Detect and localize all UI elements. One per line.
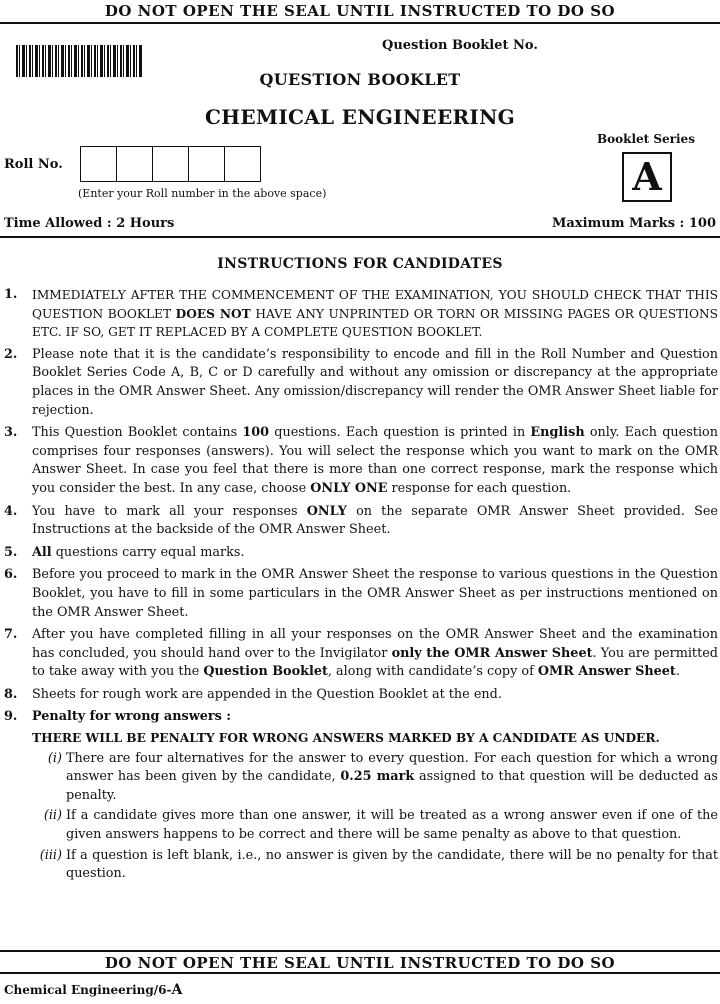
penalty-rule [32,807,718,844]
roll-number-hint: (Enter your Roll number in the above space) [78,187,327,200]
item-text: You have to mark all your responses ONLY on the separate OMR Answer Sheet provided. See Instructions at the backside of the OMR Answer Sheet. [32,503,718,538]
instruction-item [4,626,718,682]
roll-digit-box[interactable] [224,146,261,182]
item-number: 2. [4,346,18,362]
instruction-item [4,566,718,622]
maximum-marks: Maximum Marks : 100 [552,216,716,231]
instruction-item [4,686,718,705]
penalty-section [32,708,718,883]
item-number: 8. [4,686,18,702]
roll-digit-box[interactable] [116,146,153,182]
instruction-item [4,544,718,563]
item-number: 1. [4,287,18,302]
item-text: IMMEDIATELY AFTER THE COMMENCEMENT OF THE EXAMINATION, YOU SHOULD CHECK THAT THIS QUESTION BOOKLET DOES NOT HAVE ANY UNPRINTED OR TORN OR MISSING PAGES OR QUESTIONS ETC. IF SO, GET IT REPLACED BY A COMPLETE QUESTION BOOKLET. [32,288,718,340]
time-allowed: Time Allowed : 2 Hours [4,216,175,231]
subject-title: CHEMICAL ENGINEERING [204,105,516,129]
booklet-series-label: Booklet Series [597,132,695,146]
item-number: 9. [4,709,18,725]
item-number: 4. [4,503,18,519]
rule-text: If a question is left blank, i.e., no answer is given by the candidate, there will be no penalty for that question. [66,847,718,882]
item-text: Before you proceed to mark in the OMR Answer Sheet the response to various questions in the Question Booklet, you have to fill in some particulars in the OMR Answer Sheet as per instructions mentioned on the OMR Answer Sheet. [32,567,718,620]
item-text: Please note that it is the candidate’s responsibility to encode and fill in the Roll Number and Question Booklet Series Code A, B, C or D carefully and without any omission or discrepancy at the appropriate places in the OMR Answer Sheet. Any omission/discrepancy will render the OMR Answer Sheet liable for rejection. [32,346,718,418]
rule-numeral: (i) [47,750,62,766]
item-text: After you have completed filling in all your responses on the OMR Answer Sheet and the examination has concluded, you should hand over to the Invigilator only the OMR Answer Sheet. You are permitted to take away with you the Question Booklet, along with candidate’s copy of OMR Answer Sheet. [32,627,718,680]
roll-digit-box[interactable] [152,146,189,182]
instruction-item [4,708,718,883]
top-seal-banner: DO NOT OPEN THE SEAL UNTIL INSTRUCTED TO DO SO [0,0,720,24]
roll-digit-box[interactable] [80,146,117,182]
penalty-rule [32,847,718,884]
rule-text: If a candidate gives more than one answer, it will be treated as a wrong answer even if one of the given answers happens to be correct and there will be same penalty as above to that question. [66,808,718,843]
rule-numeral: (iii) [39,847,62,863]
rule-numeral: (ii) [43,808,62,824]
booklet-number-label: Question Booklet No. [382,38,538,53]
item-number: 3. [4,425,18,441]
instruction-item [4,346,718,420]
footer-series: A [171,982,183,998]
item-text: All questions carry equal marks. [32,544,245,560]
penalty-subheading: THERE WILL BE PENALTY FOR WRONG ANSWERS MARKED BY A CANDIDATE AS UNDER. [32,731,660,746]
footer-subject: Chemical Engineering/6- [4,983,172,997]
roll-digit-box[interactable] [188,146,225,182]
instructions-heading: INSTRUCTIONS FOR CANDIDATES [217,256,503,272]
instruction-item [4,424,718,498]
item-text: Sheets for rough work are appended in the Question Booklet at the end. [32,686,502,702]
roll-number-label: Roll No. [4,157,63,172]
booklet-series-box: A [622,152,672,202]
rule-text: There are four alternatives for the answer to every question. For each question for which a wrong answer has been given by the candidate, 0.25 mark assigned to that question will be deducted as penalty. [66,750,718,803]
page-footer [4,982,182,998]
item-number: 5. [4,544,18,560]
divider [0,236,720,238]
bottom-seal-banner: DO NOT OPEN THE SEAL UNTIL INSTRUCTED TO DO SO [0,950,720,974]
instruction-item [4,286,718,342]
penalty-rule [32,750,718,806]
instruction-item [4,503,718,540]
instructions-list [4,286,718,888]
item-number: 6. [4,567,18,583]
roll-number-boxes[interactable] [80,146,260,182]
item-text: This Question Booklet contains 100 questions. Each question is printed in English only. Each question comprises four responses (answers). You will select the response which you want to mark on the OMR Answer Sheet. In case you feel that there is more than one correct response, mark the response which you consider the best. In any case, choose ONLY ONE response for each question. [32,425,718,496]
booklet-title: QUESTION BOOKLET [259,70,461,89]
penalty-heading: Penalty for wrong answers : [32,709,232,725]
item-number: 7. [4,627,18,643]
